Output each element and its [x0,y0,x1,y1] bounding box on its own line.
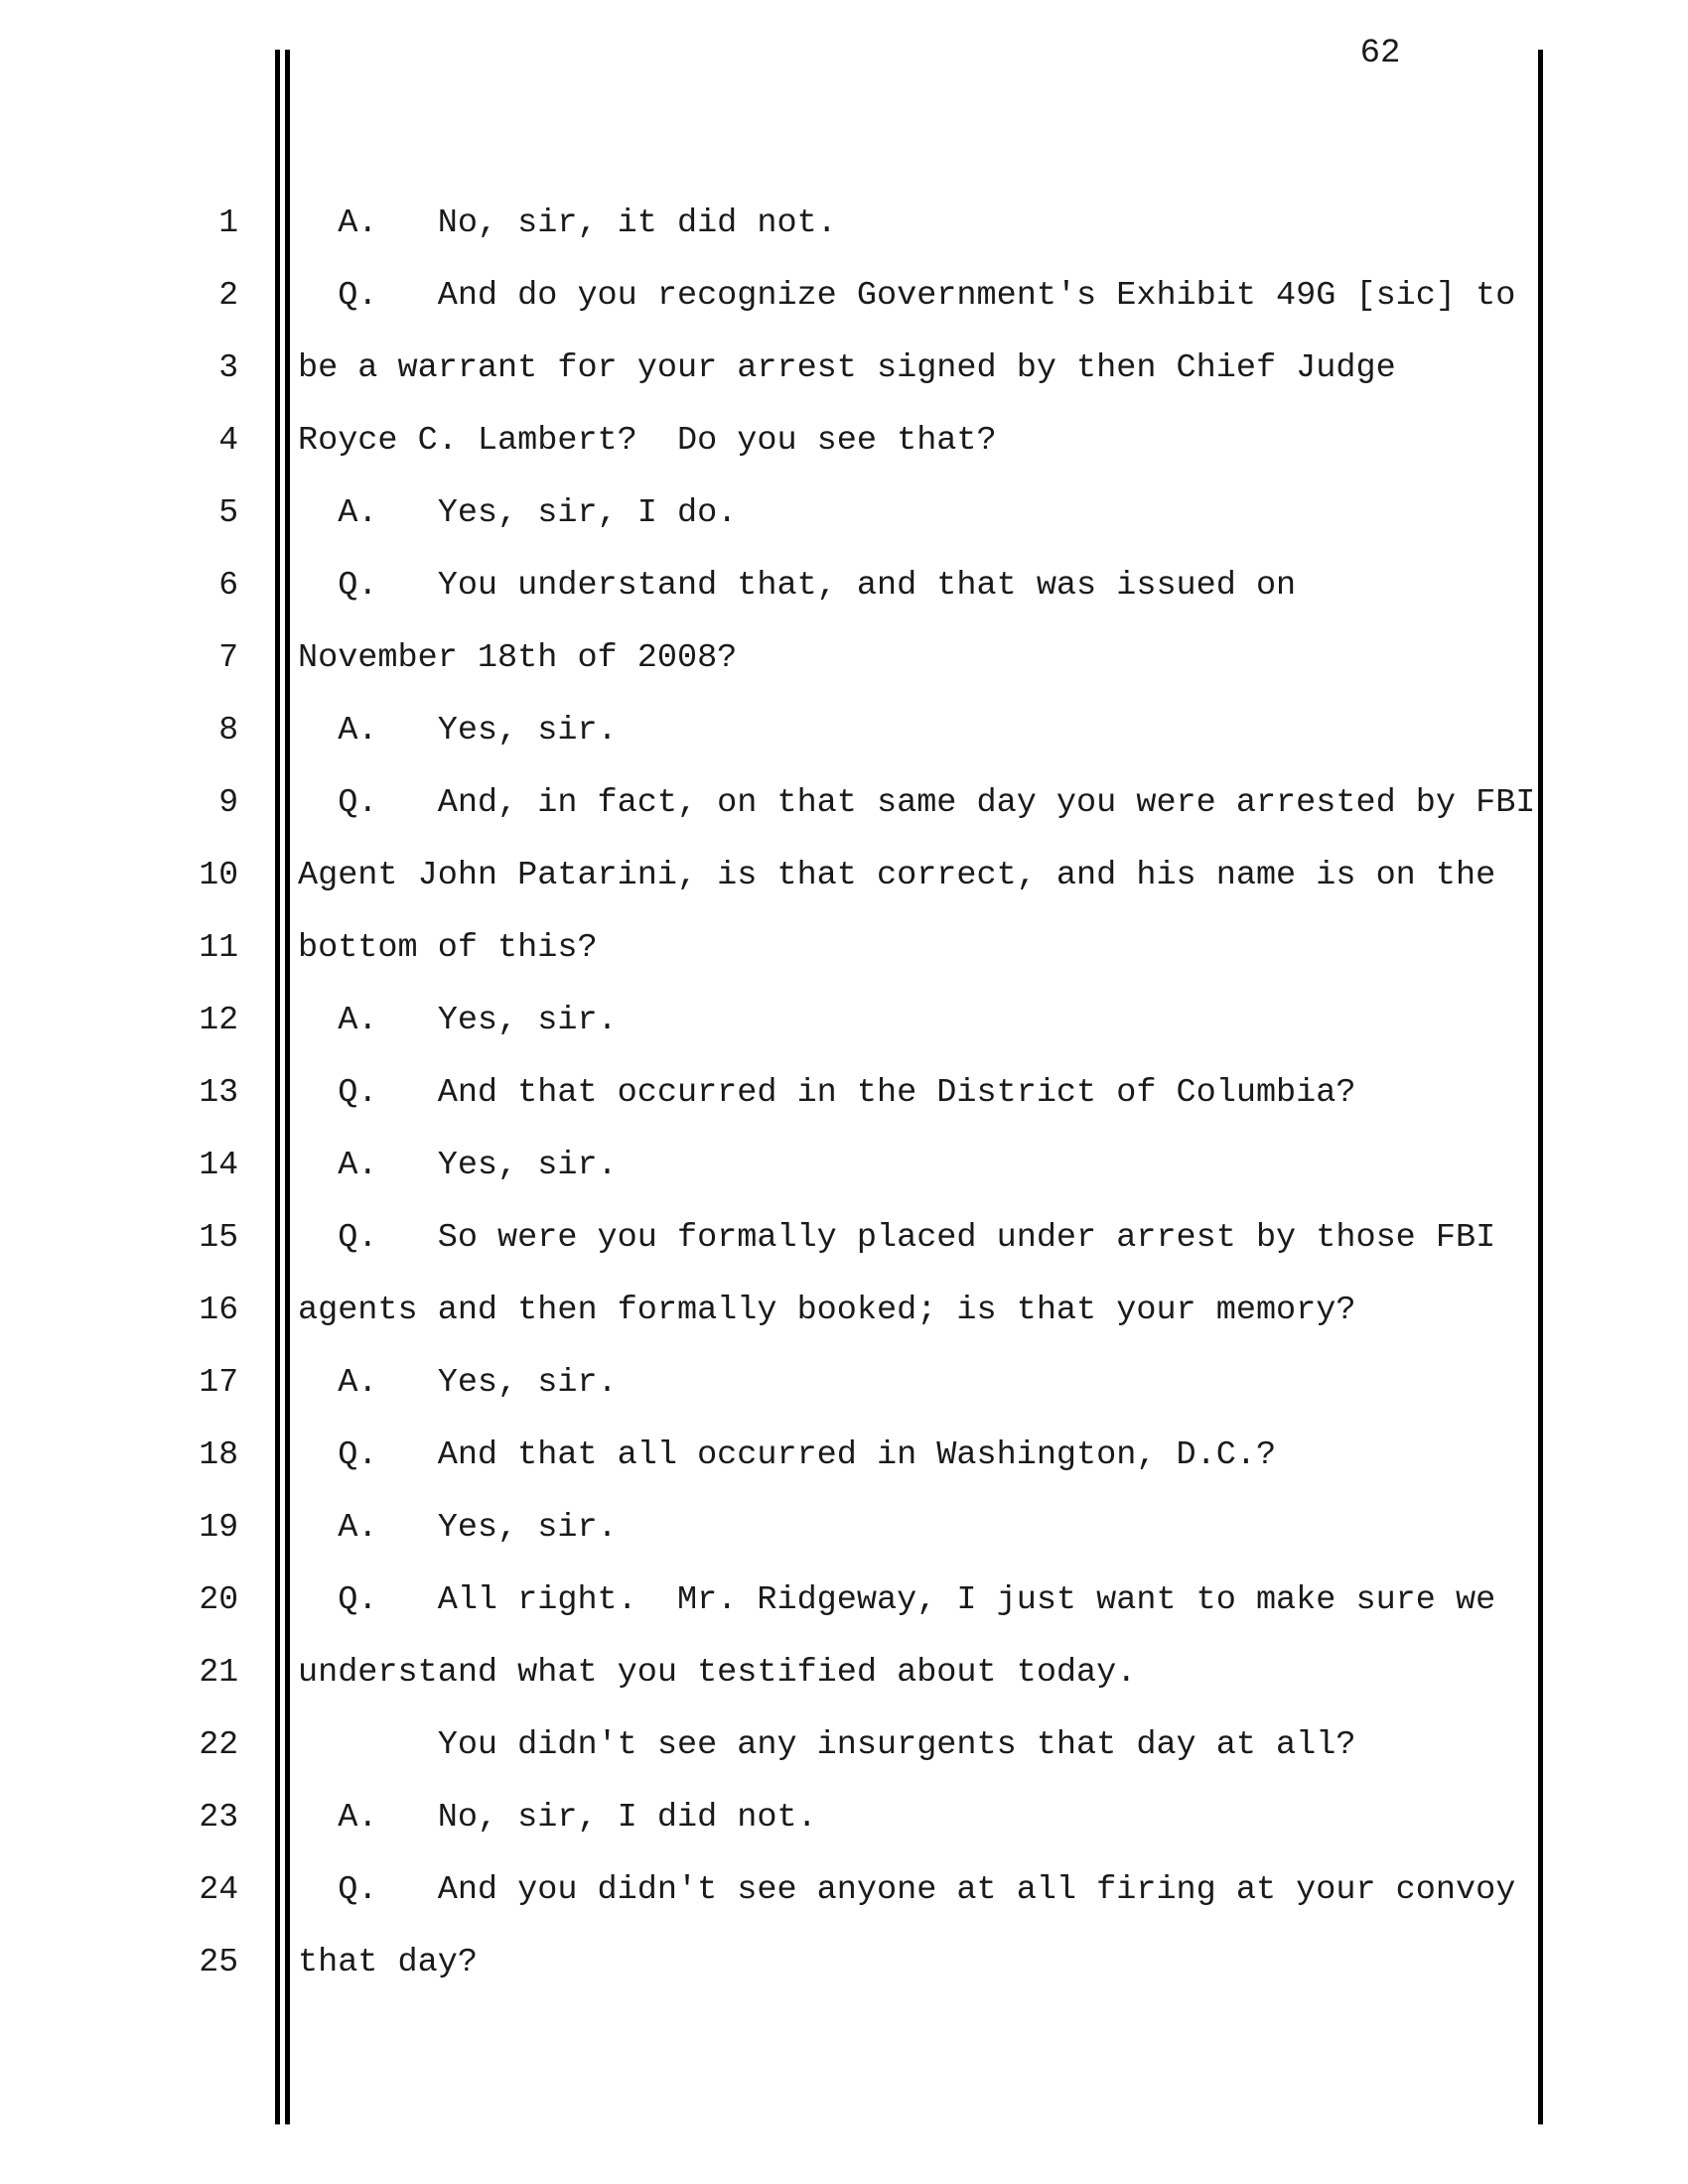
line-number: 10 [199,857,238,893]
line-number: 23 [199,1799,238,1836]
line-number: 24 [199,1871,238,1908]
line-text: A. Yes, sir. [298,1002,618,1039]
line-number: 7 [218,639,238,676]
transcript-line [0,1358,1688,1431]
line-text: Q. And that all occurred in Washington, D.C.? [298,1436,1277,1474]
line-number: 15 [199,1219,238,1256]
line-text: A. Yes, sir, I do. [298,494,738,532]
transcript-line [0,488,1688,561]
line-number: 19 [199,1509,238,1546]
transcript-line [0,1793,1688,1865]
page-number: 62 [1359,35,1401,72]
line-number: 12 [199,1002,238,1038]
line-text: agents and then formally booked; is that your memory? [298,1292,1356,1329]
line-text: Q. All right. Mr. Ridgeway, I just want to make sure we [298,1581,1496,1619]
line-text: A. Yes, sir. [298,1147,618,1184]
transcript-line [0,1068,1688,1141]
line-text: A. Yes, sir. [298,712,618,750]
line-number: 6 [218,567,238,604]
line-text: You didn't see any insurgents that day at all? [298,1726,1356,1764]
transcript-line [0,1503,1688,1575]
line-text: Agent John Patarini, is that correct, and his name is on the [298,857,1496,894]
line-text: be a warrant for your arrest signed by then Chief Judge [298,349,1396,387]
transcript-line [0,778,1688,851]
line-text: A. Yes, sir. [298,1364,618,1402]
line-text: understand what you testified about today. [298,1654,1137,1692]
line-text: Q. And that occurred in the District of Columbia? [298,1074,1356,1112]
line-number: 1 [218,205,238,241]
transcript-line [0,1431,1688,1503]
line-number: 2 [218,277,238,314]
line-number: 8 [218,712,238,749]
line-text: Q. And do you recognize Government's Exhibit 49G [sic] to [298,277,1516,315]
line-number: 21 [199,1654,238,1691]
line-number: 11 [199,929,238,966]
line-number: 9 [218,784,238,821]
line-text: Q. So were you formally placed under arrest by those FBI [298,1219,1496,1257]
line-number: 5 [218,494,238,531]
line-text: Royce C. Lambert? Do you see that? [298,422,997,460]
transcript-line [0,1575,1688,1648]
transcript-line [0,343,1688,416]
transcript-line [0,1286,1688,1358]
line-number: 22 [199,1726,238,1763]
line-text: A. No, sir, it did not. [298,205,837,242]
line-text: that day? [298,1944,478,1981]
transcript-line [0,1648,1688,1720]
transcript-line [0,996,1688,1068]
transcript-line [0,1213,1688,1286]
line-number: 4 [218,422,238,459]
transcript-line [0,923,1688,996]
transcript-lines [0,199,1688,2010]
line-number: 20 [199,1581,238,1618]
line-text: Q. And you didn't see anyone at all firing at your convoy [298,1871,1516,1909]
transcript-line [0,1720,1688,1793]
transcript-line [0,416,1688,488]
line-number: 18 [199,1436,238,1473]
transcript-line [0,1141,1688,1213]
line-number: 17 [199,1364,238,1401]
transcript-line [0,851,1688,923]
line-text: Q. You understand that, and that was issued on [298,567,1297,605]
line-text: bottom of this? [298,929,598,967]
transcript-line [0,1865,1688,1938]
transcript-line [0,633,1688,706]
transcript-line [0,199,1688,271]
transcript-line [0,1938,1688,2010]
line-number: 25 [199,1944,238,1980]
line-text: A. Yes, sir. [298,1509,618,1547]
line-text: A. No, sir, I did not. [298,1799,817,1837]
transcript-line [0,271,1688,343]
line-text: Q. And, in fact, on that same day you were arrested by FBI [298,784,1536,822]
transcript-line [0,706,1688,778]
line-number: 3 [218,349,238,386]
line-number: 16 [199,1292,238,1328]
line-number: 13 [199,1074,238,1111]
line-text: November 18th of 2008? [298,639,738,677]
line-number: 14 [199,1147,238,1183]
transcript-line [0,561,1688,633]
